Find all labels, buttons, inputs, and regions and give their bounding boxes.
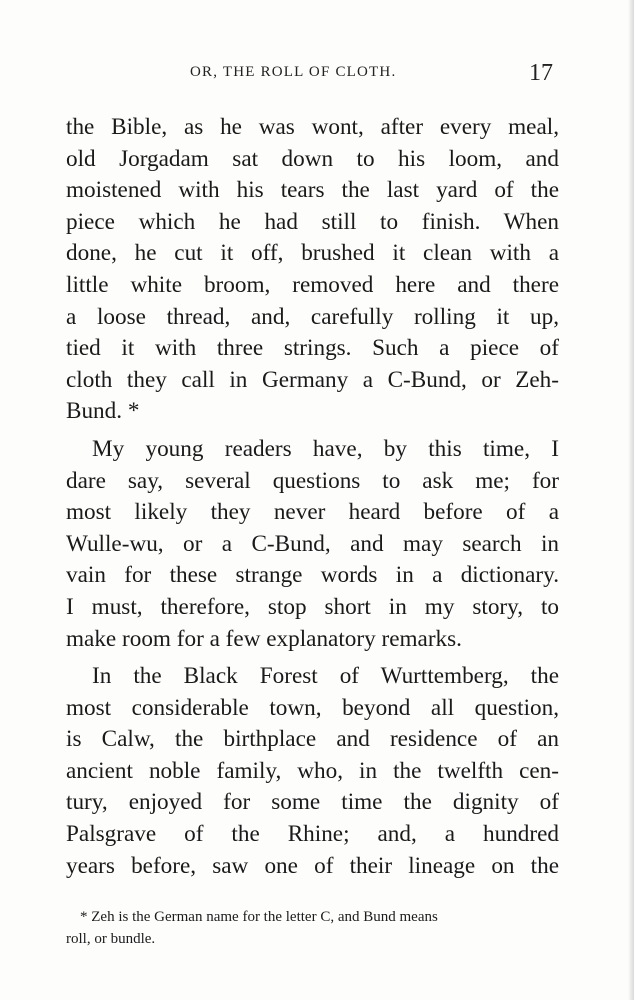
text-line: I must, therefore, stop short in my story, to [66, 593, 559, 620]
running-head: OR, THE ROLL OF CLOTH. [190, 64, 397, 80]
text-line: old Jorgadam sat down to his loom, and [66, 145, 559, 172]
text-line: a loose thread, and, carefully rolling it up, [66, 303, 559, 330]
text-line: little white broom, removed here and there [66, 271, 559, 298]
text-line: moistened with his tears the last yard of the [66, 177, 559, 204]
text-line: tied it with three strings. Such a piece of [66, 335, 559, 362]
text-line: Bund. * [66, 398, 140, 425]
page-edge-shadow [628, 0, 634, 1000]
footnote [66, 906, 559, 950]
text-line: make room for a few explanatory remarks. [66, 625, 462, 652]
text-line: ancient noble family, who, in the twelfth cen- [66, 757, 559, 784]
text-line: dare say, several questions to ask me; for [66, 467, 559, 494]
body-text [66, 112, 559, 882]
footnote-line: * Zeh is the German name for the letter C, and Bund means [80, 909, 438, 925]
text-line: Palsgrave of the Rhine; and, a hundred [66, 821, 559, 848]
text-line: Wulle-wu, or a C-Bund, and may search in [66, 530, 559, 557]
footnote-line: roll, or bundle. [66, 931, 156, 947]
text-line: cloth they call in Germany a C-Bund, or Zeh- [66, 366, 559, 393]
text-line: In the Black Forest of Wurttemberg, the [92, 663, 559, 690]
text-line: done, he cut it off, brushed it clean with a [66, 240, 559, 267]
text-line: the Bible, as he was wont, after every meal, [66, 114, 559, 140]
text-line: tury, enjoyed for some time the dignity of [66, 789, 559, 816]
text-line: most likely they never heard before of a [66, 499, 559, 526]
text-line: piece which he had still to finish. When [66, 208, 559, 235]
text-line: most considerable town, beyond all question, [66, 694, 559, 721]
text-line: My young readers have, by this time, I [92, 435, 559, 462]
text-line: vain for these strange words in a dictionary. [66, 562, 559, 589]
text-line: is Calw, the birthplace and residence of an [66, 726, 559, 753]
text-line: years before, saw one of their lineage on the [66, 852, 559, 879]
page-number: 17 [529, 60, 553, 86]
